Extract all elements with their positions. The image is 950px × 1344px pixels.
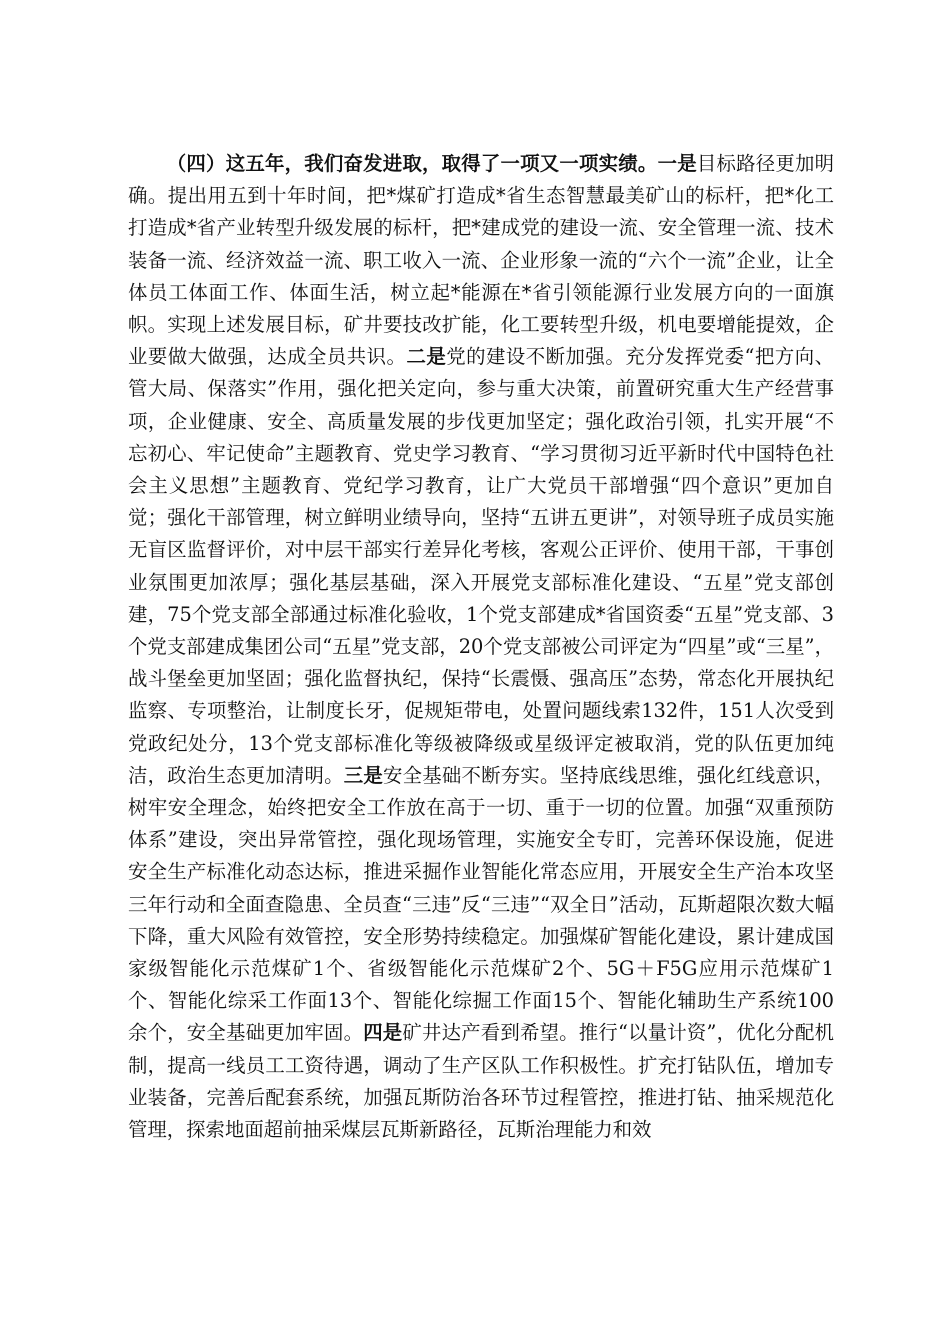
body-paragraph (128, 148, 834, 1146)
paragraph-text-3: 安全基础不断夯实。坚持底线思维，强化红线意识，树牢安全理念，始终把安全工作放在高于一切、重于一切的位置。加强“双重预防体系”建设，突出异常管控，强化现场管理，实施安全专盯，完善环保设施，促进安全生产标准化动态达标，推进采掘作业智能化常态应用，开展安全生产治本攻坚三年行动和全面查隐患、全员查“三违”反“三违”“双全日”活动，瓦斯超限次数大幅下降，重大风险有效管控，安全形势持续稳定。加强煤矿智能化建设，累计建成国家级智能化示范煤矿1个、省级智能化示范煤矿2个、5G＋F5G应用示范煤矿1个、智能化综采工作面13个、智能化综掘工作面15个、智能化辅助生产系统100余个，安全基础更加牢固。 (128, 763, 835, 1045)
paragraph-text-1: 目标路径更加明确。提出用五到十年时间，把*煤矿打造成*省生态智慧最美矿山的标杆，把*化工打造成*省产业转型升级发展的标杆，把*建成党的建设一流、安全管理一流、技术装备一流、经济效益一流、职工收入一流、企业形象一流的“六个一流”企业，让全体员工体面工作、体面生活，树立起*能源在*省引领能源行业发展方向的一面旗帜。实现上述发展目标，矿井要技改扩能，化工要转型升级，机电要增能提效，企业要做大做强，达成全员共识。 (128, 152, 835, 369)
point-marker-1: 一是 (657, 152, 697, 175)
section-heading: （四）这五年，我们奋发进取，取得了一项又一项实绩。 (166, 152, 658, 175)
paragraph-text-4: 矿井达产看到希望。推行“以量计资”，优化分配机制，提高一线员工工资待遇，调动了生产区队工作积极性。扩充打钻队伍，增加专业装备，完善后配套系统，加强瓦斯防治各环节过程管控，推进打钻、抽采规范化管理，探索地面超前抽采煤层瓦斯新路径，瓦斯治理能力和效 (128, 1021, 835, 1142)
document-page (128, 148, 834, 1146)
point-marker-3: 三是 (343, 763, 384, 787)
point-marker-2: 二是 (406, 345, 447, 369)
point-marker-4: 四是 (363, 1021, 403, 1045)
paragraph-text-2: 党的建设不断加强。充分发挥党委“把方向、管大局、保落实”作用，强化把关定向，参与重大决策，前置研究重大生产经营事项，企业健康、安全、高质量发展的步伐更加坚定；强化政治引领，扎实开展“不忘初心、牢记使命”主题教育、党史学习教育、“学习贯彻习近平新时代中国特色社会主义思想”主题教育、党纪学习教育，让广大党员干部增强“四个意识”更加自觉；强化干部管理，树立鲜明业绩导向，坚持“五讲五更讲”，对领导班子成员实施无盲区监督评价，对中层干部实行差异化考核，客观公正评价、使用干部，干事创业氛围更加浓厚；强化基层基础，深入开展党支部标准化建设、“五星”党支部创建，75个党支部全部通过标准化验收，1个党支部建成*省国资委“五星”党支部、3个党支部建成集团公司“五星”党支部，20个党支部被公司评定为“四星”或“三星”，战斗堡垒更加坚固；强化监督执纪，保持“长震慑、强高压”态势，常态化开展执纪监察、专项整治，让制度长牙，促规矩带电，处置问题线索132件，151人次受到党政纪处分，13个党支部标准化等级被降级或星级评定被取消，党的队伍更加纯洁，政治生态更加清明。 (128, 345, 835, 787)
